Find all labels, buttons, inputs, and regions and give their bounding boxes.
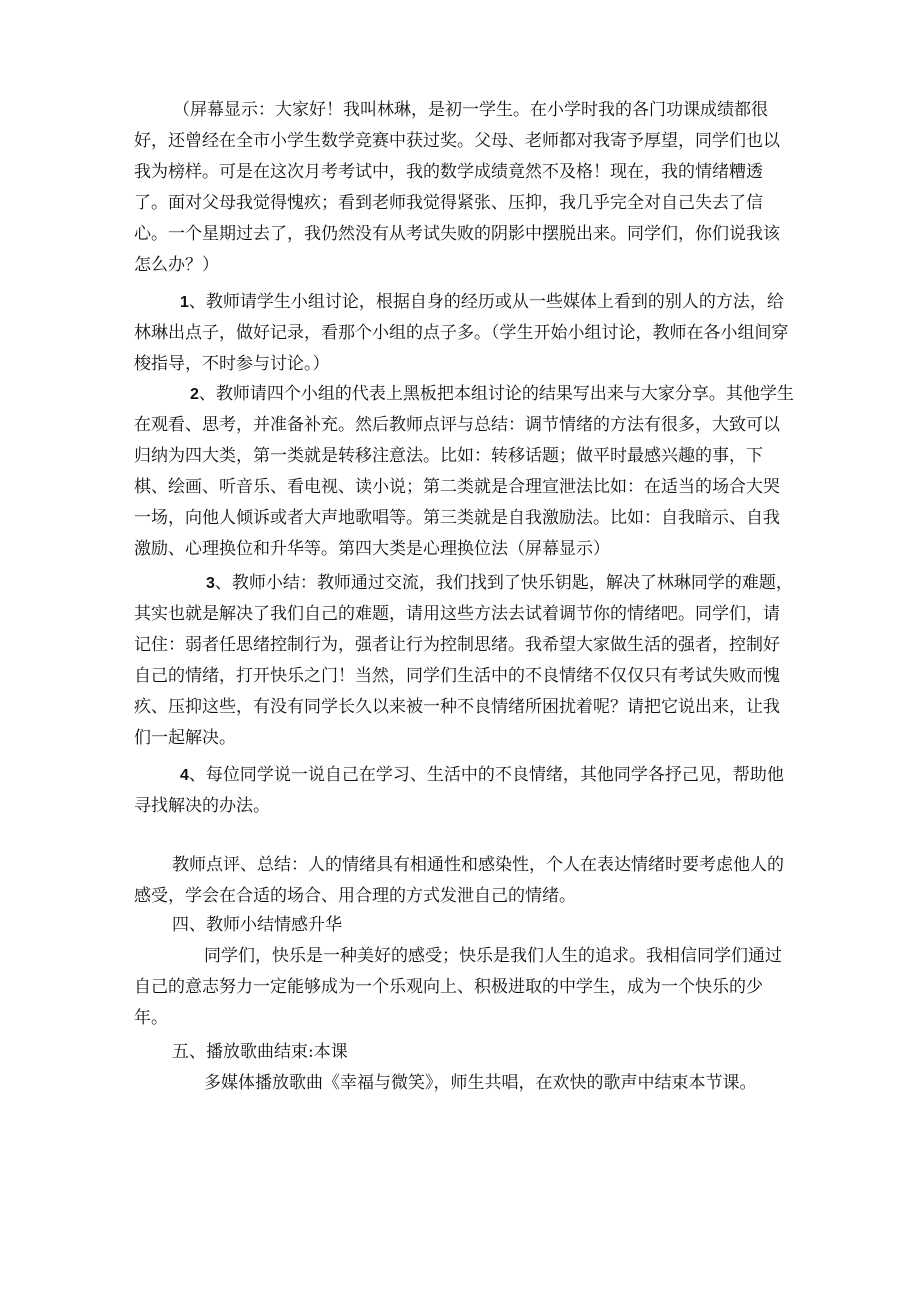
section-five-body: 多媒体播放歌曲《幸福与微笑》，师生共唱，在欢快的歌声中结束本节课。 xyxy=(204,1073,757,1093)
step-3-paragraph xyxy=(134,568,794,754)
step-2-paragraph xyxy=(134,379,794,565)
step-1-text: 、教师请学生小组讨论，根据自身的经历或从一些媒体上看到的别人的方法，给林琳出点子，做好记录，看那个小组的点子多。（学生开始小组讨论，教师在各小组间穿梭指导，不时参与讨论。） xyxy=(134,292,789,374)
step-2-text: 、教师请四个小组的代表上黑板把本组讨论的结果写出来与大家分享。其他学生在观看、思考，并准备补充。然后教师点评与总结：调节情绪的方法有很多，大致可以归纳为四大类，第一类就是转移注意法。比如：转移话题；做平时最感兴趣的事，下棋、绘画、听音乐、看电视、读小说；第二类就是合理宣泄法比如：在适当的场合大哭一场，向他人倾诉或者大声地歌唱等。第三类就是自我激励法。比如：自我暗示、自我激励、心理换位和升华等。第四大类是心理换位法（屏幕显示） xyxy=(134,384,794,559)
step-1-paragraph xyxy=(134,287,794,380)
section-four-heading: 四、教师小结情感升华 xyxy=(172,915,342,935)
teacher-review-paragraph: 教师点评、总结：人的情绪具有相通性和感染性，个人在表达情绪时要考虑他人的感受，学会在合适的场合、用合理的方式发泄自己的情绪。 xyxy=(134,855,784,906)
screen-display-paragraph: （屏幕显示：大家好！我叫林琳，是初一学生。在小学时我的各门功课成绩都很好，还曾经在全市小学生数学竞赛中获过奖。父母、老师都对我寄予厚望，同学们也以我为榜样。可是在这次月考考试中，我的数学成绩竟然不及格！现在，我的情绪糟透了。面对父母我觉得愧疚；看到老师我觉得紧张、压抑，我几乎完全对自己失去了信心。一个星期过去了，我仍然没有从考试失败的阴影中摆脱出来。同学们，你们说我该怎么办？） xyxy=(134,100,780,275)
step-4-number: 4 xyxy=(180,767,189,784)
section-five-heading: 五、播放歌曲结束:本课 xyxy=(172,1042,348,1062)
section-four-body: 同学们，快乐是一种美好的感受；快乐是我们人生的追求。我相信同学们通过自己的意志努力一定能够成为一个乐观向上、积极进取的中学生，成为一个快乐的少年。 xyxy=(134,946,782,1028)
step-4-paragraph xyxy=(134,760,794,822)
step-2-number: 2 xyxy=(190,386,199,403)
step-3-number: 3 xyxy=(206,575,215,592)
step-3-text: 、教师小结：教师通过交流，我们找到了快乐钥匙，解决了林琳同学的难题，其实也就是解决了我们自己的难题，请用这些方法去试着调节你的情绪吧。同学们，请记住：弱者任思绪控制行为，强者让行为控制思绪。我希望大家做生活的强者，控制好自己的情绪，打开快乐之门！当然，同学们生活中的不良情绪不仅仅只有考试失败而愧疚、压抑这些，有没有同学长久以来被一种不良情绪所困扰着呢？请把它说出来，让我们一起解决。 xyxy=(134,573,793,748)
step-4-text: 、每位同学说一说自己在学习、生活中的不良情绪，其他同学各抒己见，帮助他寻找解决的办法。 xyxy=(134,765,784,816)
step-1-number: 1 xyxy=(180,294,189,311)
